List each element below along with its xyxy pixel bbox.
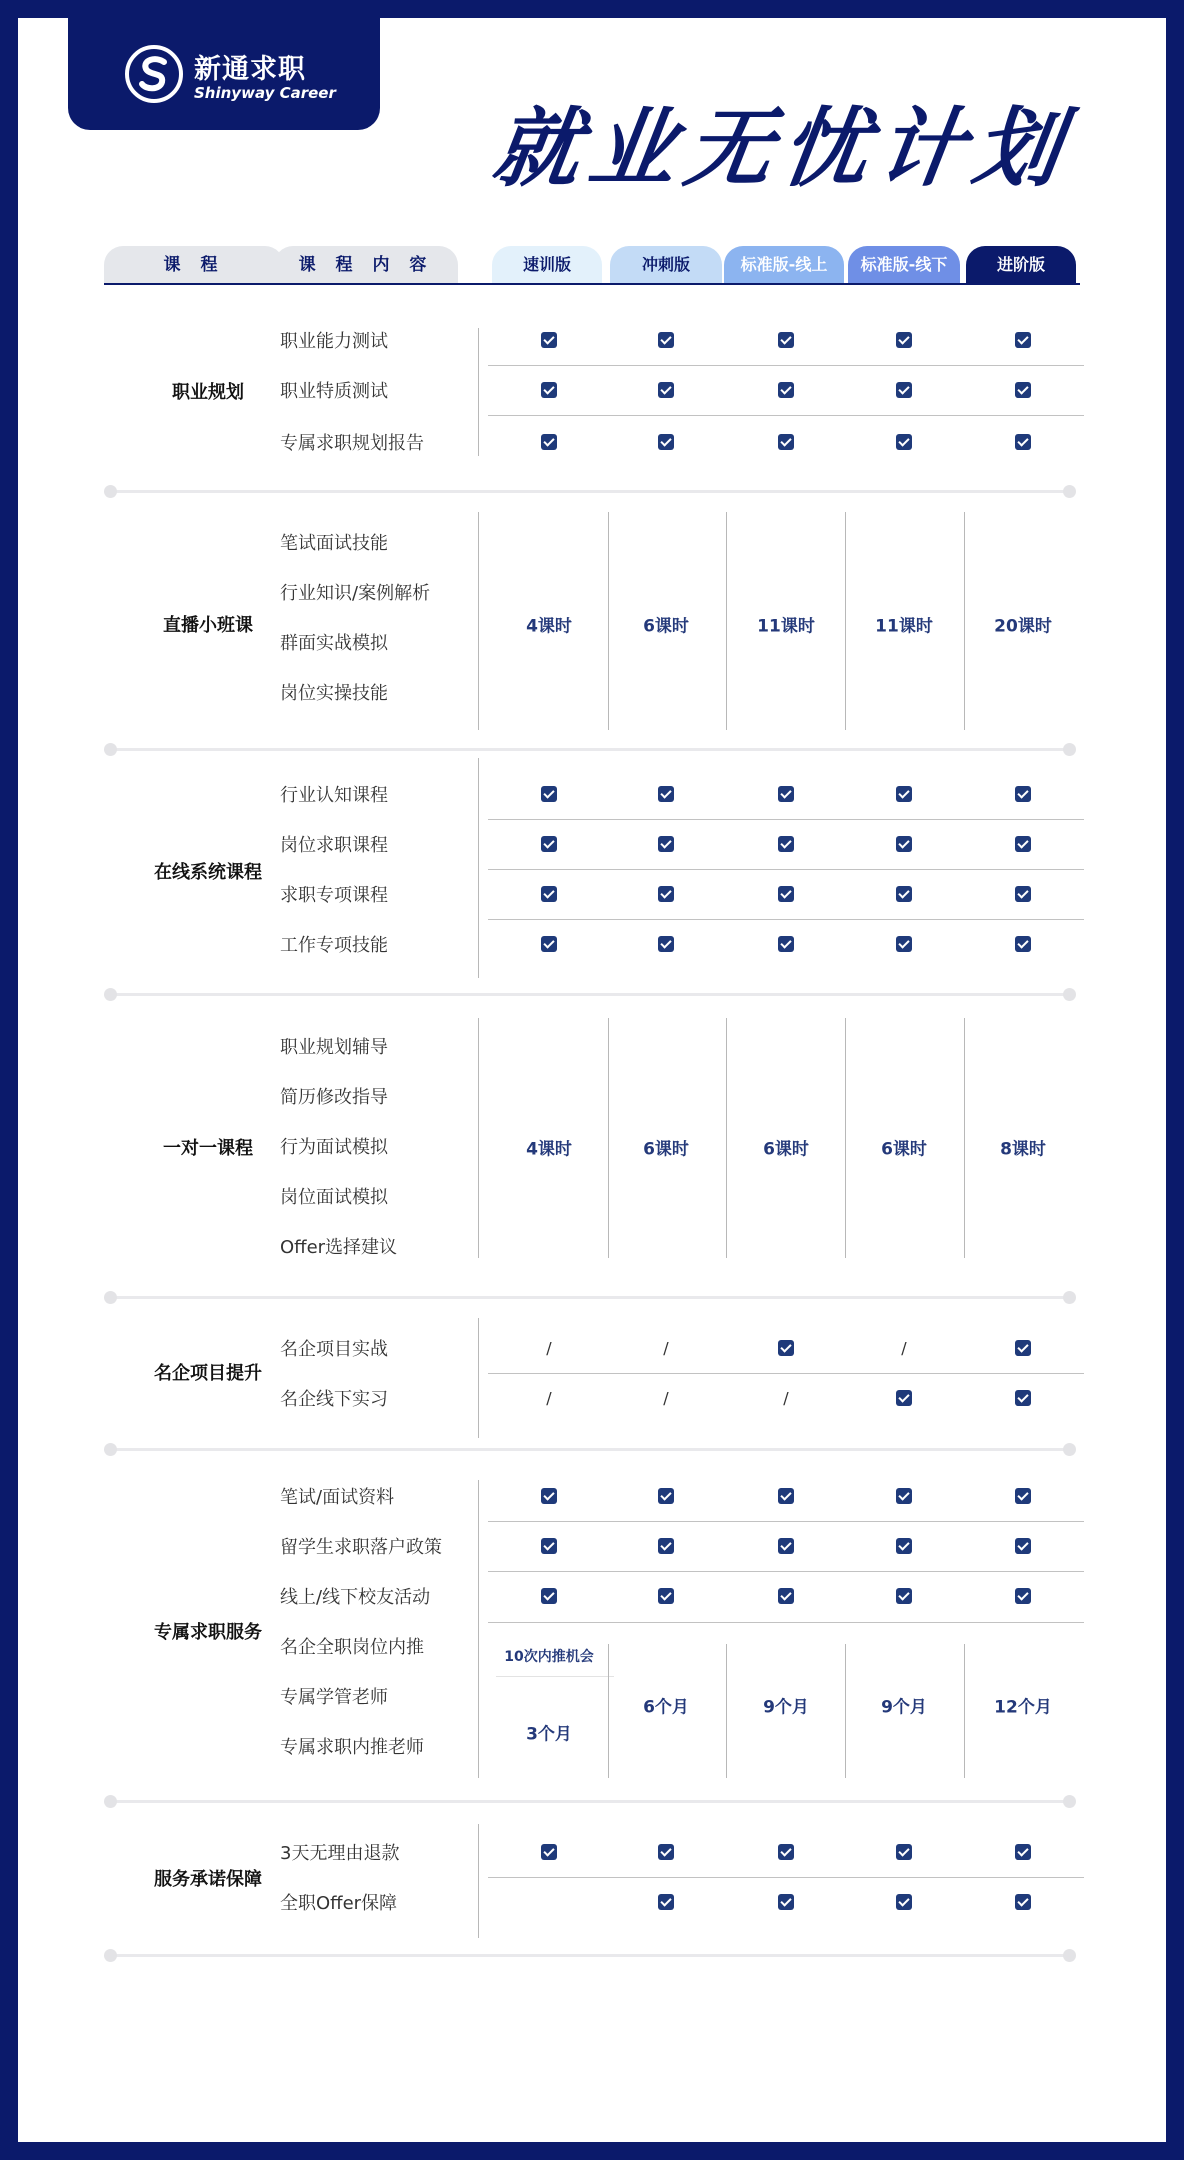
check-icon bbox=[541, 1588, 557, 1604]
check-icon bbox=[541, 1488, 557, 1504]
category-label: 职业规划 bbox=[172, 382, 244, 403]
check-icon bbox=[1015, 434, 1031, 450]
section-separator bbox=[110, 748, 1070, 751]
check-icon bbox=[541, 332, 557, 348]
section-separator bbox=[110, 1448, 1070, 1451]
check-icon bbox=[1015, 1488, 1031, 1504]
not-included-mark: / bbox=[663, 1338, 669, 1358]
category-label: 直播小班课 bbox=[163, 615, 253, 636]
referral-note: 10次内推机会 bbox=[504, 1649, 594, 1665]
course-item: 名企线下实习 bbox=[280, 1389, 388, 1410]
header-content: 课 程 内 容 bbox=[274, 246, 458, 284]
check-icon bbox=[658, 1588, 674, 1604]
brand-name-cn: 新通求职 bbox=[194, 54, 306, 85]
check-icon bbox=[896, 1538, 912, 1554]
check-icon bbox=[896, 936, 912, 952]
category-label: 在线系统课程 bbox=[154, 862, 262, 883]
check-icon bbox=[658, 1488, 674, 1504]
course-item: 岗位面试模拟 bbox=[280, 1187, 388, 1208]
plan-value: 6课时 bbox=[763, 1139, 809, 1160]
course-item: 专属求职规划报告 bbox=[280, 433, 424, 454]
not-included-mark: / bbox=[901, 1338, 907, 1358]
not-included-mark: / bbox=[783, 1388, 789, 1408]
section-separator bbox=[110, 1296, 1070, 1299]
plan-value: 6课时 bbox=[643, 616, 689, 637]
check-icon bbox=[778, 1588, 794, 1604]
course-item: Offer选择建议 bbox=[280, 1237, 398, 1258]
section-separator bbox=[110, 993, 1070, 996]
section-divider-vertical bbox=[478, 758, 479, 978]
section-divider-vertical bbox=[478, 512, 479, 730]
brand-name-en: Shinyway Career bbox=[194, 84, 336, 102]
plan-value: 9个月 bbox=[881, 1697, 927, 1718]
section-divider-vertical bbox=[478, 1480, 479, 1778]
check-icon bbox=[1015, 382, 1031, 398]
check-icon bbox=[896, 1488, 912, 1504]
category-label: 名企项目提升 bbox=[154, 1363, 262, 1384]
check-icon bbox=[778, 434, 794, 450]
plan-value: 11课时 bbox=[757, 616, 815, 637]
course-item: 岗位实操技能 bbox=[280, 683, 388, 704]
check-icon bbox=[1015, 1588, 1031, 1604]
check-icon bbox=[778, 786, 794, 802]
row-divider bbox=[488, 365, 1084, 366]
check-icon bbox=[1015, 1538, 1031, 1554]
course-item: 专属求职内推老师 bbox=[280, 1737, 424, 1758]
check-icon bbox=[658, 382, 674, 398]
check-icon bbox=[778, 886, 794, 902]
header-rule bbox=[104, 283, 1080, 285]
plan-value: 20课时 bbox=[994, 616, 1052, 637]
check-icon bbox=[896, 332, 912, 348]
check-icon bbox=[658, 886, 674, 902]
category-label: 专属求职服务 bbox=[154, 1622, 262, 1643]
plan-value: 6课时 bbox=[643, 1139, 689, 1160]
check-icon bbox=[896, 382, 912, 398]
plan-value: 12个月 bbox=[994, 1697, 1052, 1718]
column-divider bbox=[845, 1644, 846, 1778]
brand-logo bbox=[68, 18, 380, 130]
check-icon bbox=[658, 1844, 674, 1860]
section-divider-vertical bbox=[478, 1318, 479, 1438]
check-icon bbox=[778, 1340, 794, 1356]
course-item: 名企全职岗位内推 bbox=[280, 1637, 424, 1658]
column-divider bbox=[608, 1018, 609, 1258]
row-divider bbox=[488, 1622, 1084, 1623]
course-item: 笔试面试技能 bbox=[280, 533, 388, 554]
check-icon bbox=[896, 886, 912, 902]
row-divider bbox=[488, 869, 1084, 870]
column-divider bbox=[726, 512, 727, 730]
not-included-mark: / bbox=[546, 1388, 552, 1408]
check-icon bbox=[541, 836, 557, 852]
course-item: 工作专项技能 bbox=[280, 935, 388, 956]
course-item: 职业规划辅导 bbox=[280, 1037, 388, 1058]
course-item: 线上/线下校友活动 bbox=[280, 1587, 431, 1608]
course-item: 行为面试模拟 bbox=[280, 1137, 388, 1158]
page-title: 就业无忧计划 bbox=[486, 99, 1078, 199]
section-separator bbox=[110, 490, 1070, 493]
course-item: 岗位求职课程 bbox=[280, 835, 388, 856]
section-separator bbox=[110, 1800, 1070, 1803]
check-icon bbox=[658, 1538, 674, 1554]
plan-value: 8课时 bbox=[1000, 1139, 1046, 1160]
plan-header-1[interactable]: 速训版 bbox=[492, 246, 602, 284]
course-item: 3天无理由退款 bbox=[280, 1843, 400, 1864]
check-icon bbox=[541, 886, 557, 902]
referral-note-divider bbox=[496, 1676, 614, 1677]
course-item: 求职专项课程 bbox=[280, 885, 388, 906]
course-item: 行业认知课程 bbox=[280, 785, 388, 806]
check-icon bbox=[896, 434, 912, 450]
check-icon bbox=[1015, 1340, 1031, 1356]
check-icon bbox=[778, 332, 794, 348]
plan-value: 6个月 bbox=[643, 1697, 689, 1718]
check-icon bbox=[1015, 1390, 1031, 1406]
category-label: 一对一课程 bbox=[163, 1138, 253, 1159]
check-icon bbox=[658, 434, 674, 450]
check-icon bbox=[1015, 936, 1031, 952]
not-included-mark: / bbox=[663, 1388, 669, 1408]
course-item: 行业知识/案例解析 bbox=[280, 583, 431, 604]
plan-header-2[interactable]: 冲刺版 bbox=[610, 246, 722, 284]
check-icon bbox=[778, 836, 794, 852]
course-item: 笔试/面试资料 bbox=[280, 1487, 395, 1508]
course-item: 专属学管老师 bbox=[280, 1687, 388, 1708]
section-divider-vertical bbox=[478, 328, 479, 456]
check-icon bbox=[658, 936, 674, 952]
check-icon bbox=[1015, 836, 1031, 852]
plan-value: 4课时 bbox=[526, 1139, 572, 1160]
check-icon bbox=[778, 382, 794, 398]
plan-value: 3个月 bbox=[526, 1724, 572, 1745]
column-divider bbox=[964, 512, 965, 730]
plan-value: 9个月 bbox=[763, 1697, 809, 1718]
check-icon bbox=[896, 1588, 912, 1604]
row-divider bbox=[488, 1373, 1084, 1374]
course-item: 全职Offer保障 bbox=[280, 1893, 398, 1914]
check-icon bbox=[1015, 886, 1031, 902]
course-item: 职业能力测试 bbox=[280, 331, 388, 352]
category-label: 服务承诺保障 bbox=[154, 1869, 262, 1890]
check-icon bbox=[541, 786, 557, 802]
shinyway-s-logo-icon bbox=[124, 44, 184, 104]
course-item: 留学生求职落户政策 bbox=[280, 1537, 442, 1558]
column-divider bbox=[964, 1018, 965, 1258]
check-icon bbox=[778, 936, 794, 952]
section-divider-vertical bbox=[478, 1824, 479, 1938]
check-icon bbox=[778, 1894, 794, 1910]
column-divider bbox=[964, 1644, 965, 1778]
check-icon bbox=[896, 836, 912, 852]
course-item: 简历修改指导 bbox=[280, 1087, 388, 1108]
row-divider bbox=[488, 1877, 1084, 1878]
check-icon bbox=[896, 1894, 912, 1910]
column-divider bbox=[726, 1018, 727, 1258]
section-separator bbox=[110, 1954, 1070, 1957]
check-icon bbox=[896, 786, 912, 802]
check-icon bbox=[658, 1894, 674, 1910]
column-divider bbox=[608, 1644, 609, 1778]
check-icon bbox=[896, 1844, 912, 1860]
not-included-mark: / bbox=[546, 1338, 552, 1358]
course-item: 职业特质测试 bbox=[280, 381, 388, 402]
check-icon bbox=[778, 1538, 794, 1554]
check-icon bbox=[1015, 332, 1031, 348]
plan-value: 6课时 bbox=[881, 1139, 927, 1160]
check-icon bbox=[658, 836, 674, 852]
check-icon bbox=[541, 434, 557, 450]
plan-value: 4课时 bbox=[526, 616, 572, 637]
section-divider-vertical bbox=[478, 1018, 479, 1258]
plan-header-3[interactable]: 标准版-线上 bbox=[724, 246, 844, 284]
check-icon bbox=[1015, 786, 1031, 802]
plan-page bbox=[18, 18, 1166, 2142]
row-divider bbox=[488, 919, 1084, 920]
column-divider bbox=[608, 512, 609, 730]
row-divider bbox=[488, 1571, 1084, 1572]
check-icon bbox=[1015, 1844, 1031, 1860]
course-item: 名企项目实战 bbox=[280, 1339, 388, 1360]
check-icon bbox=[896, 1390, 912, 1406]
check-icon bbox=[541, 382, 557, 398]
row-divider bbox=[488, 415, 1084, 416]
check-icon bbox=[541, 936, 557, 952]
plan-header-5[interactable]: 进阶版 bbox=[966, 246, 1076, 284]
check-icon bbox=[541, 1844, 557, 1860]
check-icon bbox=[778, 1488, 794, 1504]
column-divider bbox=[726, 1644, 727, 1778]
column-divider bbox=[845, 512, 846, 730]
check-icon bbox=[658, 332, 674, 348]
course-item: 群面实战模拟 bbox=[280, 633, 388, 654]
plan-value: 11课时 bbox=[875, 616, 933, 637]
header-course: 课 程 bbox=[104, 246, 284, 284]
check-icon bbox=[778, 1844, 794, 1860]
row-divider bbox=[488, 819, 1084, 820]
check-icon bbox=[541, 1538, 557, 1554]
row-divider bbox=[488, 1521, 1084, 1522]
check-icon bbox=[658, 786, 674, 802]
plan-header-4[interactable]: 标准版-线下 bbox=[848, 246, 960, 284]
column-divider bbox=[845, 1018, 846, 1258]
check-icon bbox=[1015, 1894, 1031, 1910]
